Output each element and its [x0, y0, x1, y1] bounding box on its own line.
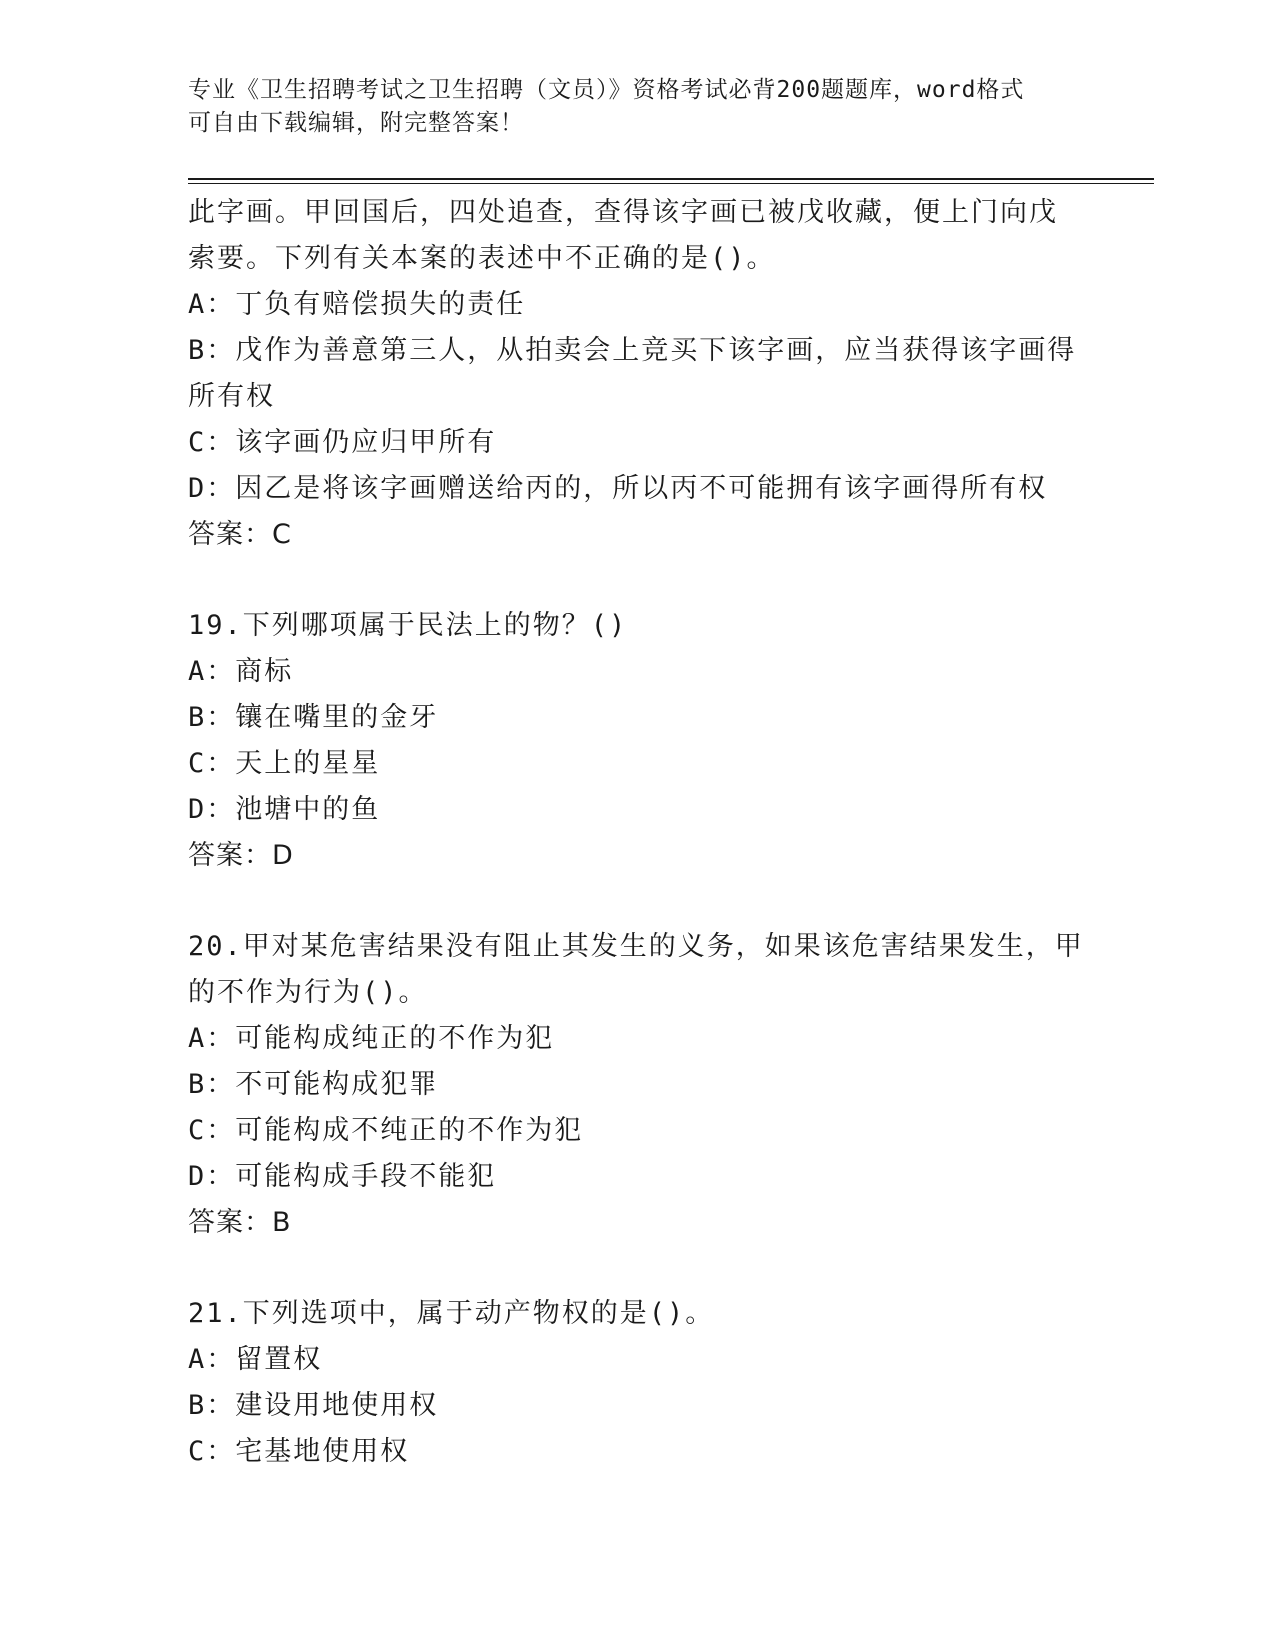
question-list	[188, 190, 1088, 1475]
document-header	[188, 74, 1088, 140]
question-stem: 19.下列哪项属于民法上的物？()	[188, 610, 628, 641]
option-b: B：不可能构成犯罪	[188, 1069, 439, 1100]
question-block-18	[188, 190, 1088, 558]
header-divider-thin	[188, 183, 1154, 184]
option-a: A：丁负有赔偿损失的责任	[188, 289, 526, 320]
spacer	[188, 879, 1088, 924]
header-divider-thick	[188, 178, 1154, 180]
question-stem: 的不作为行为()。	[188, 977, 428, 1008]
question-block-19	[188, 603, 1088, 879]
option-c: C：天上的星星	[188, 748, 381, 779]
option-b: B：镶在嘴里的金牙	[188, 702, 439, 733]
option-d: D：池塘中的鱼	[188, 794, 381, 825]
question-stem: 20.甲对某危害结果没有阻止其发生的义务，如果该危害结果发生，甲	[188, 931, 1084, 962]
option-a: A：留置权	[188, 1344, 323, 1375]
question-stem: 索要。下列有关本案的表述中不正确的是()。	[188, 243, 776, 274]
question-block-21	[188, 1291, 1088, 1475]
option-a: A：可能构成纯正的不作为犯	[188, 1023, 555, 1054]
question-stem: 21.下列选项中，属于动产物权的是()。	[188, 1298, 715, 1329]
option-d: D：因乙是将该字画赠送给丙的，所以丙不可能拥有该字画得所有权	[188, 473, 1048, 504]
question-stem: 此字画。甲回国后，四处追查，查得该字画已被戊收藏，便上门向戊	[188, 197, 1058, 228]
answer-label: 答案：C	[188, 519, 292, 550]
option-d: D：可能构成手段不能犯	[188, 1161, 497, 1192]
option-b-continued: 所有权	[188, 381, 275, 412]
question-block-20	[188, 924, 1088, 1246]
option-a: A：商标	[188, 656, 294, 687]
header-title-line-1: 专业《卫生招聘考试之卫生招聘（文员）》资格考试必背200题题库，word格式	[188, 77, 1025, 103]
option-c: C：可能构成不纯正的不作为犯	[188, 1115, 584, 1146]
header-title-line-2: 可自由下载编辑，附完整答案！	[188, 110, 524, 136]
spacer	[188, 1246, 1088, 1291]
option-b: B：戊作为善意第三人，从拍卖会上竞买下该字画，应当获得该字画得	[188, 335, 1077, 366]
option-b: B：建设用地使用权	[188, 1390, 439, 1421]
option-c: C：宅基地使用权	[188, 1436, 410, 1467]
answer-label: 答案：D	[188, 840, 294, 871]
answer-label: 答案：B	[188, 1207, 292, 1238]
spacer	[188, 558, 1088, 603]
option-c: C：该字画仍应归甲所有	[188, 427, 497, 458]
